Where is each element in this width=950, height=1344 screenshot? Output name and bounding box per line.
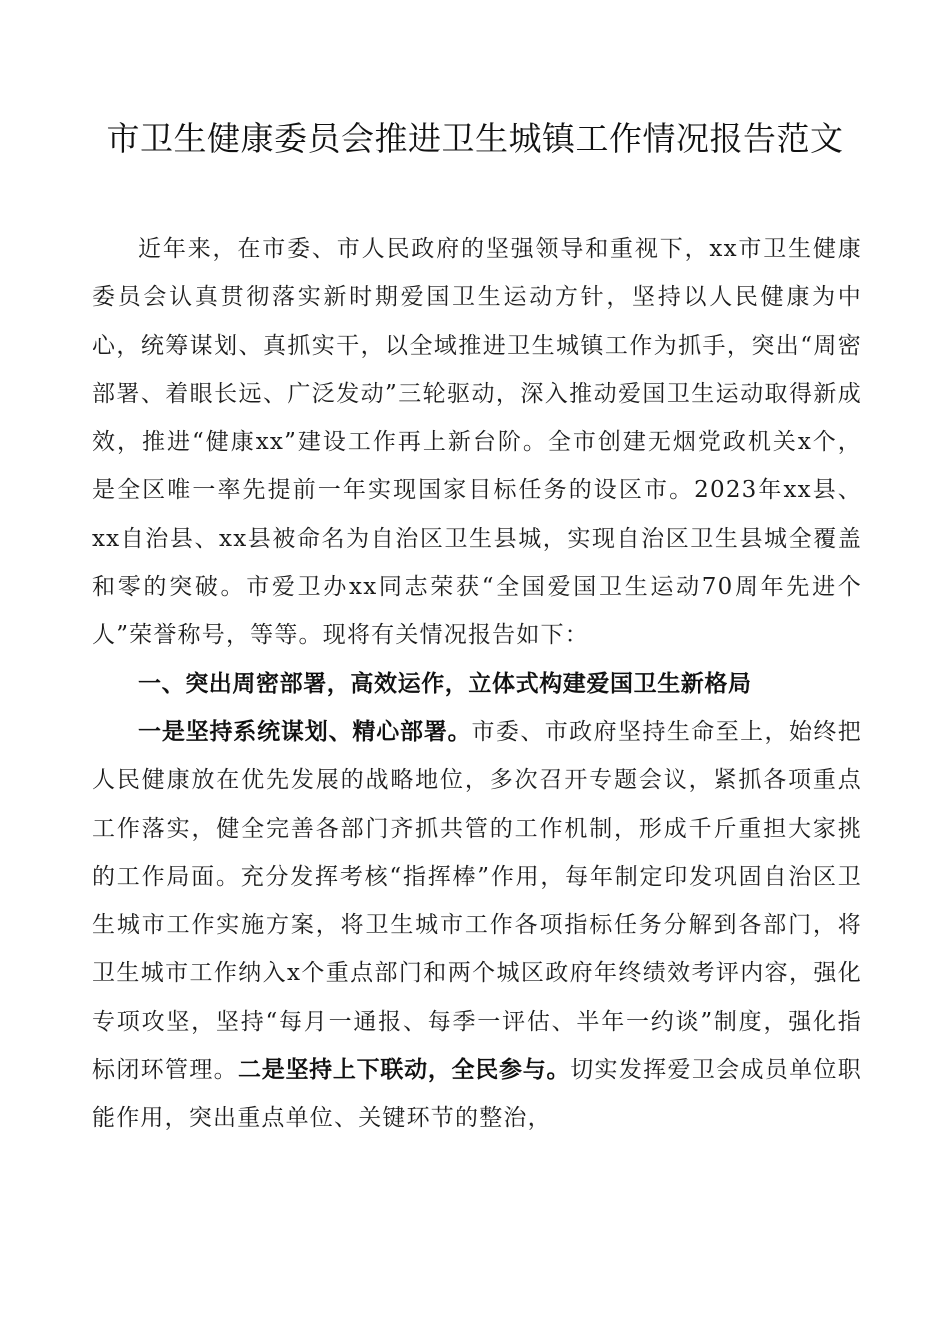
section-heading: 一、突出周密部署，高效运作，立体式构建爱国卫生新格局	[138, 670, 752, 697]
lead-sentence: 二是坚持上下联动，全民参与。	[237, 1057, 571, 1084]
paragraph-text: 市委、市政府坚持生命至上，始终把人民健康放在优先发展的战略地位，多次召开专题会议，紧抓各项重点工作落实，健全完善各部门齐抓共管的工作机制，形成千斤重担大家挑的工作局面。充分发挥考核“指挥棒”作用，每年制定印发巩固自治区卫生城市工作实施方案，将卫生城市工作各项指标任务分解到各部门，将卫生城市工作纳入x个重点部门和两个城区政府年终绩效考评内容，强化专项攻坚，坚持“每月一通报、每季一评估、半年一约谈”制度，强化指标闭环管理。	[92, 718, 863, 1084]
document-body	[92, 225, 862, 1143]
lead-sentence: 一是坚持系统谋划、精心部署。	[138, 718, 472, 745]
section-paragraph	[92, 708, 862, 1143]
intro-paragraph: 近年来，在市委、市人民政府的坚强领导和重视下，xx市卫生健康委员会认真贯彻落实新时期爱国卫生运动方针，坚持以人民健康为中心，统筹谋划、真抓实干，以全域推进卫生城镇工作为抓手，突出“周密部署、着眼长远、广泛发动”三轮驱动，深入推动爱国卫生运动取得新成效，推进“健康xx”建设工作再上新台阶。全市创建无烟党政机关x个，是全区唯一率先提前一年实现国家目标任务的设区市。2023年xx县、xx自治县、xx县被命名为自治区卫生县城，实现自治区卫生县城全覆盖和零的突破。市爱卫办xx同志荣获“全国爱国卫生运动70周年先进个人”荣誉称号，等等。现将有关情况报告如下：	[92, 236, 862, 649]
document-title: 市卫生健康委员会推进卫生城镇工作情况报告范文	[106, 119, 844, 158]
paragraph-text: 切实发挥爱卫会成员单位职能作用，突出重点单位、关键环节的整治，	[92, 1057, 863, 1132]
